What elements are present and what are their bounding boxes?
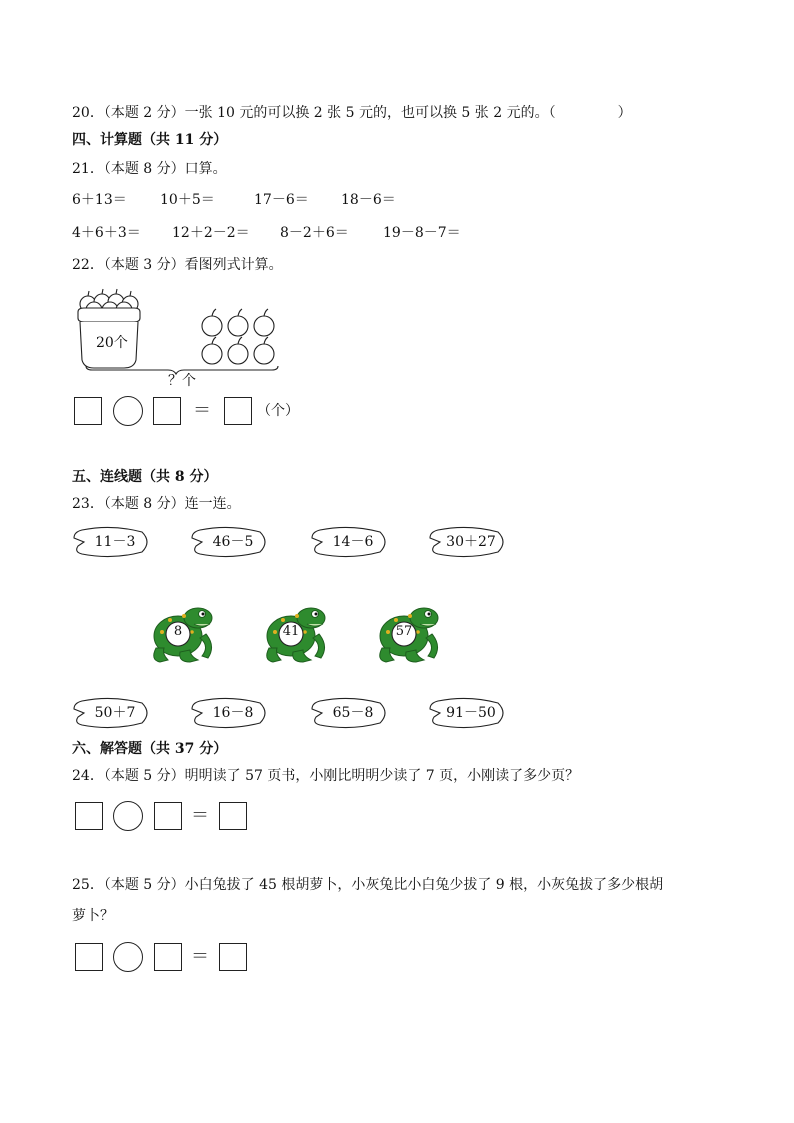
frog-icon[interactable]	[376, 602, 442, 666]
section-6-title: 六、解答题（共 37 分）	[72, 741, 228, 757]
total-label: ？个	[168, 373, 196, 389]
frog-number: 41	[282, 624, 300, 639]
lily-pad-icon[interactable]	[72, 697, 152, 729]
frog-number: 8	[173, 624, 183, 639]
lily-pad-icon[interactable]	[310, 697, 390, 729]
oral-calc-item: 10＋5＝	[160, 192, 215, 208]
frog-icon[interactable]	[150, 602, 216, 666]
question-20	[72, 104, 632, 122]
answer-box[interactable]	[154, 943, 182, 971]
answer-box[interactable]	[75, 802, 103, 830]
operator-circle[interactable]	[113, 942, 143, 972]
answer-box[interactable]	[153, 397, 181, 425]
question-22-title: 22．（本题 3 分）看图列式计算。	[72, 257, 283, 273]
oral-calc-item: 12＋2－2＝	[172, 225, 250, 241]
answer-box[interactable]	[74, 397, 102, 425]
lily-pad-icon[interactable]	[190, 526, 270, 558]
leaf-expression: 91－50	[446, 705, 496, 721]
question-25-line-2: 萝卜？	[72, 908, 114, 924]
frog-number: 57	[395, 624, 413, 639]
operator-circle[interactable]	[113, 801, 143, 831]
oral-calc-item: 17－6＝	[254, 192, 309, 208]
question-23-title: 23．（本题 8 分）连一连。	[72, 496, 241, 512]
answer-box[interactable]	[154, 802, 182, 830]
question-21-title: 21．（本题 8 分）口算。	[72, 161, 227, 177]
oral-calc-item: 19－8－7＝	[383, 225, 461, 241]
oral-calc-item: 8－2＋6＝	[280, 225, 349, 241]
leaf-expression: 50＋7	[94, 705, 136, 721]
equals-sign: ＝	[191, 805, 209, 826]
leaf-expression: 30＋27	[446, 534, 496, 550]
frog-icon[interactable]	[263, 602, 329, 666]
lily-pad-icon[interactable]	[428, 697, 508, 729]
apple-figure	[72, 284, 292, 394]
section-5-title: 五、连线题（共 8 分）	[72, 469, 218, 485]
leaf-expression: 14－6	[332, 534, 374, 550]
lily-pad-icon[interactable]	[190, 697, 270, 729]
oral-calc-item: 18－6＝	[341, 192, 396, 208]
leaf-expression: 11－3	[94, 534, 136, 550]
equals-sign: ＝	[191, 946, 209, 967]
leaf-expression: 46－5	[212, 534, 254, 550]
question-20-close: ）	[617, 105, 632, 121]
equals-sign: ＝	[193, 400, 211, 421]
question-24-text: 24．（本题 5 分）明明读了 57 页书，小刚比明明少读了 7 页，小刚读了多少页？	[72, 768, 580, 784]
lily-pad-icon[interactable]	[428, 526, 508, 558]
leaf-expression: 65－8	[332, 705, 374, 721]
oral-calc-item: 4＋6＋3＝	[72, 225, 141, 241]
lily-pad-icon[interactable]	[310, 526, 390, 558]
basket-label: 20个	[96, 335, 128, 351]
lily-pad-icon[interactable]	[72, 526, 152, 558]
question-20-text: 20．（本题 2 分）一张 10 元的可以换 2 张 5 元的，也可以换 5 张 2 元的。（	[72, 105, 556, 121]
answer-box[interactable]	[219, 943, 247, 971]
section-4-title: 四、计算题（共 11 分）	[72, 132, 228, 148]
question-25-line-1: 25．（本题 5 分）小白兔拔了 45 根胡萝卜，小灰兔比小白兔少拔了 9 根，小灰兔拔了多少根胡	[72, 877, 664, 893]
operator-circle[interactable]	[113, 396, 143, 426]
answer-box[interactable]	[224, 397, 252, 425]
answer-box[interactable]	[219, 802, 247, 830]
answer-box[interactable]	[75, 943, 103, 971]
leaf-expression: 16－8	[212, 705, 254, 721]
unit-label: （个）	[257, 403, 299, 419]
oral-calc-item: 6＋13＝	[72, 192, 127, 208]
